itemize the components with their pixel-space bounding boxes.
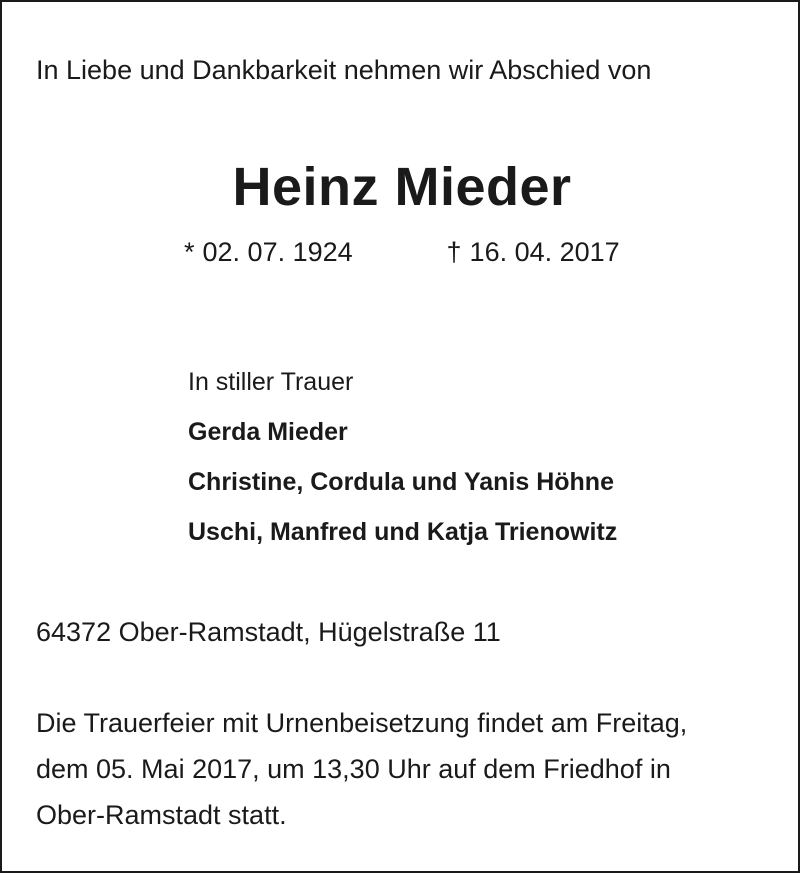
life-dates <box>184 232 620 272</box>
ceremony-line: Ober-Ramstadt statt. <box>36 800 287 830</box>
deceased-name: Heinz Mieder <box>232 157 572 217</box>
birth-star-icon: * <box>184 237 195 267</box>
mourner-name: Gerda Mieder <box>188 418 348 446</box>
death-date: 16. 04. 2017 <box>469 237 620 267</box>
intro-line: In Liebe und Dankbarkeit nehmen wir Abschied von <box>36 55 652 85</box>
death-date-group <box>447 237 620 267</box>
mourner-name: Uschi, Manfred und Katja Trienowitz <box>188 518 618 546</box>
mourners-block <box>188 357 617 557</box>
family-address: 64372 Ober-Ramstadt, Hügelstraße 11 <box>36 617 501 647</box>
birth-date: 02. 07. 1924 <box>202 237 353 267</box>
birth-date-group <box>184 232 439 272</box>
death-cross-icon: † <box>446 237 462 267</box>
mourner-name: Christine, Cordula und Yanis Höhne <box>188 468 614 496</box>
ceremony-line: Die Trauerfeier mit Urnenbeisetzung findet am Freitag, <box>36 708 688 738</box>
ceremony-info <box>36 700 687 838</box>
mourning-label: In stiller Trauer <box>188 368 354 396</box>
ceremony-line: dem 05. Mai 2017, um 13,30 Uhr auf dem Friedhof in <box>36 754 671 784</box>
